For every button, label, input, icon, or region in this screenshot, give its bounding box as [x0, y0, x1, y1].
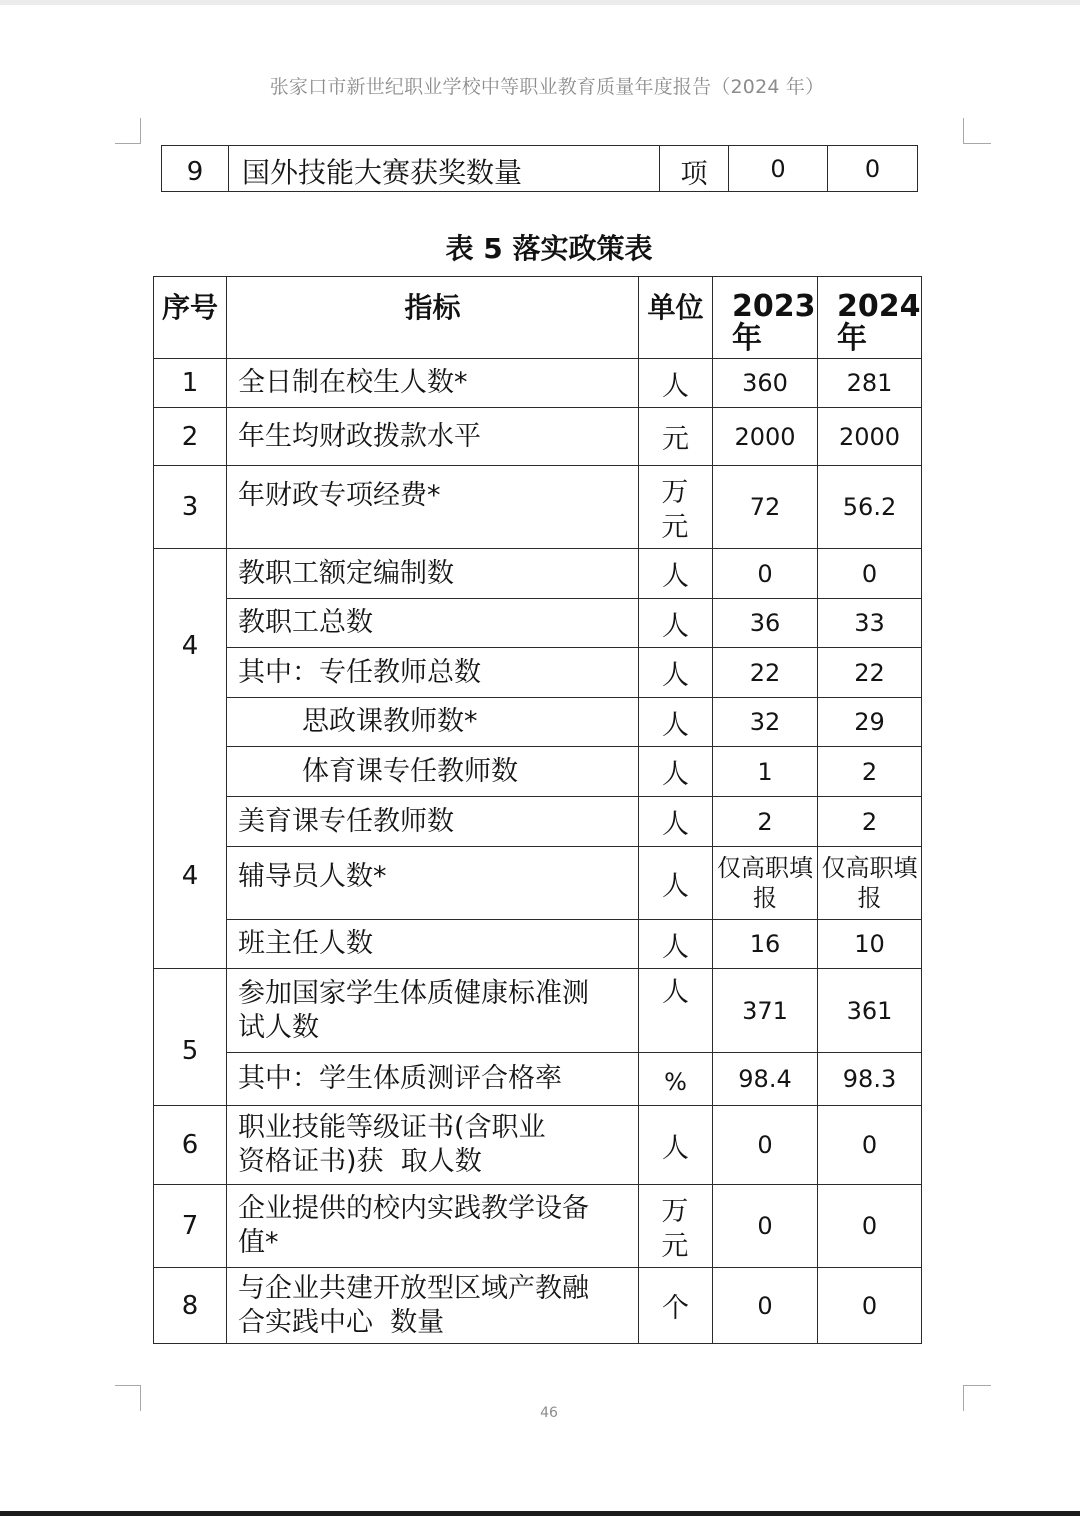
indicator-line: 美育课专任教师数 [238, 805, 454, 837]
unit-cell: 人 [639, 847, 713, 920]
table-row [154, 1053, 922, 1106]
unit-cell: 人 [639, 747, 713, 797]
indicator-cell [227, 1106, 639, 1185]
table-row [154, 1185, 922, 1268]
indicator-cell [227, 1268, 639, 1344]
value-2023-cell: 2000 [713, 408, 818, 466]
value-2023-cell: 0 [713, 1268, 818, 1344]
seq-cell: 6 [154, 1106, 227, 1185]
header-year-suffix: 年 [837, 321, 867, 356]
indicator-line: 企业提供的校内实践教学设备 [238, 1193, 589, 1224]
header-year-suffix: 年 [732, 321, 762, 356]
value-2024-cell: 29 [818, 698, 922, 747]
indicator-cell [227, 920, 639, 969]
unit-cell: 项 [660, 146, 729, 192]
table-row [154, 698, 922, 747]
header-year: 2024 [837, 289, 921, 324]
seq-cell: 1 [154, 359, 227, 408]
value-2023-cell: 0 [713, 549, 818, 599]
table-title: 表 5 落实政策表 [445, 232, 653, 265]
seq-cell: 2 [154, 408, 227, 466]
indicator-line: 教职工额定编制数 [238, 557, 454, 589]
table-row [154, 359, 922, 408]
previous-table-fragment [161, 145, 918, 192]
indicator-cell [227, 466, 639, 549]
header-2024 [818, 277, 922, 359]
unit-cell: 人 [639, 1106, 713, 1185]
value-2024-cell: 0 [818, 549, 922, 599]
seq-cell: 5 [154, 969, 227, 1106]
table-row [154, 1106, 922, 1185]
unit-cell: % [639, 1053, 713, 1106]
unit-cell: 人 [639, 698, 713, 747]
value-2023-cell: 371 [713, 969, 818, 1053]
table-row [154, 797, 922, 847]
value-2024-cell: 2000 [818, 408, 922, 466]
table-row [154, 920, 922, 969]
bottom-edge-strip [0, 1511, 1080, 1516]
header-year: 2023 [732, 289, 816, 324]
header-indicator: 指标 [227, 277, 639, 359]
header-2023 [713, 277, 818, 359]
unit-cell: 元 [639, 408, 713, 466]
value-2024-cell: 33 [818, 599, 922, 648]
indicator-cell [227, 969, 639, 1053]
value-2024-cell: 10 [818, 920, 922, 969]
value-2023-cell: 22 [713, 648, 818, 698]
table-row [154, 466, 922, 549]
indicator-cell [227, 549, 639, 599]
table-row [154, 408, 922, 466]
indicator-cell [227, 408, 639, 466]
indicator-line: 班主任人数 [238, 928, 373, 959]
unit-cell: 人 [639, 549, 713, 599]
value-2023-cell: 0 [729, 146, 828, 192]
value-2024-cell: 98.3 [818, 1053, 922, 1106]
indicator-cell [227, 797, 639, 847]
indicator-cell [227, 698, 639, 747]
indicator-line: 与企业共建开放型区域产教融 [238, 1272, 589, 1304]
indicator-line: 其中：专任教师总数 [238, 656, 481, 688]
indicator-line: 教职工总数 [238, 607, 373, 638]
policy-table [153, 276, 922, 1344]
table-row [162, 146, 918, 192]
unit-cell [639, 466, 713, 549]
table-row [154, 549, 922, 599]
value-2024-cell: 0 [818, 1268, 922, 1344]
indicator-line: 职业技能等级证书(含职业 [238, 1112, 546, 1143]
table-row [154, 599, 922, 648]
value-2023-cell: 16 [713, 920, 818, 969]
seq-label: 4 [181, 631, 199, 661]
indicator-cell [227, 1185, 639, 1268]
indicator-line: 思政课教师数* [302, 706, 478, 737]
value-2023-cell: 32 [713, 698, 818, 747]
seq-cell: 7 [154, 1185, 227, 1268]
unit-cell: 人 [639, 797, 713, 847]
value-2024-cell: 56.2 [818, 466, 922, 549]
seq-cell: 9 [162, 146, 229, 192]
value-2023-cell: 仅高职填报 [713, 847, 818, 920]
value-2023-cell: 1 [713, 747, 818, 797]
indicator-line: 辅导员人数* [238, 861, 387, 892]
value-2023-cell: 2 [713, 797, 818, 847]
indicator-line: 值* [238, 1227, 279, 1258]
value-2023-cell: 0 [713, 1185, 818, 1268]
indicator-line: 年生均财政拨款水平 [238, 420, 481, 452]
indicator-line: 参加国家学生体质健康标准测 [238, 977, 589, 1009]
table-row [154, 648, 922, 698]
value-2024-cell: 22 [818, 648, 922, 698]
seq-cell: 8 [154, 1268, 227, 1344]
indicator-cell [227, 359, 639, 408]
value-2023-cell: 36 [713, 599, 818, 648]
header-seq: 序号 [154, 277, 227, 359]
unit-cell: 人 [639, 359, 713, 408]
unit-text: 万元 [661, 477, 689, 543]
crop-mark-top-right [963, 118, 991, 144]
indicator-line: 年财政专项经费* [238, 480, 441, 511]
indicator-cell [227, 1053, 639, 1106]
unit-cell: 人 [639, 648, 713, 698]
indicator-line: 试人数 [238, 1011, 319, 1043]
value-2024-cell: 2 [818, 747, 922, 797]
seq-label: 4 [181, 861, 199, 891]
value-2024-cell: 2 [818, 797, 922, 847]
indicator-line: 其中：学生体质测评合格率 [238, 1063, 562, 1094]
value-2024-cell: 361 [818, 969, 922, 1053]
crop-mark-top-left [115, 118, 141, 144]
indicator-line: 合实践中心 数量 [238, 1306, 445, 1338]
table-row [154, 969, 922, 1053]
value-2023-cell: 98.4 [713, 1053, 818, 1106]
indicator-line: 体育课专任教师数 [302, 755, 518, 787]
value-2023-cell: 72 [713, 466, 818, 549]
value-2024-cell: 281 [818, 359, 922, 408]
indicator-cell [227, 847, 639, 920]
indicator-cell: 国外技能大赛获奖数量 [229, 146, 660, 192]
unit-cell: 人 [639, 920, 713, 969]
table-row [154, 1268, 922, 1344]
indicator-cell [227, 599, 639, 648]
table-row [154, 747, 922, 797]
value-2024-cell: 仅高职填报 [818, 847, 922, 920]
value-2024-cell: 0 [818, 1185, 922, 1268]
unit-cell: 人 [639, 969, 713, 1053]
unit-cell: 人 [639, 599, 713, 648]
indicator-cell [227, 747, 639, 797]
page-number: 46 [540, 1405, 558, 1421]
running-header: 张家口市新世纪职业学校中等职业教育质量年度报告（2024 年） [269, 76, 825, 98]
unit-cell [639, 1185, 713, 1268]
seq-cell [154, 549, 227, 969]
value-2024-cell: 0 [828, 146, 918, 192]
unit-cell: 个 [639, 1268, 713, 1344]
indicator-line: 资格证书)获 取人数 [238, 1146, 482, 1177]
value-2023-cell: 360 [713, 359, 818, 408]
indicator-cell [227, 648, 639, 698]
unit-text: 万元 [661, 1196, 689, 1262]
header-unit: 单位 [639, 277, 713, 359]
table-row [154, 847, 922, 920]
top-edge-strip [0, 0, 1080, 5]
seq-cell: 3 [154, 466, 227, 549]
value-2024-cell: 0 [818, 1106, 922, 1185]
indicator-line: 全日制在校生人数* [238, 367, 468, 398]
table-header-row [154, 277, 922, 359]
value-2023-cell: 0 [713, 1106, 818, 1185]
